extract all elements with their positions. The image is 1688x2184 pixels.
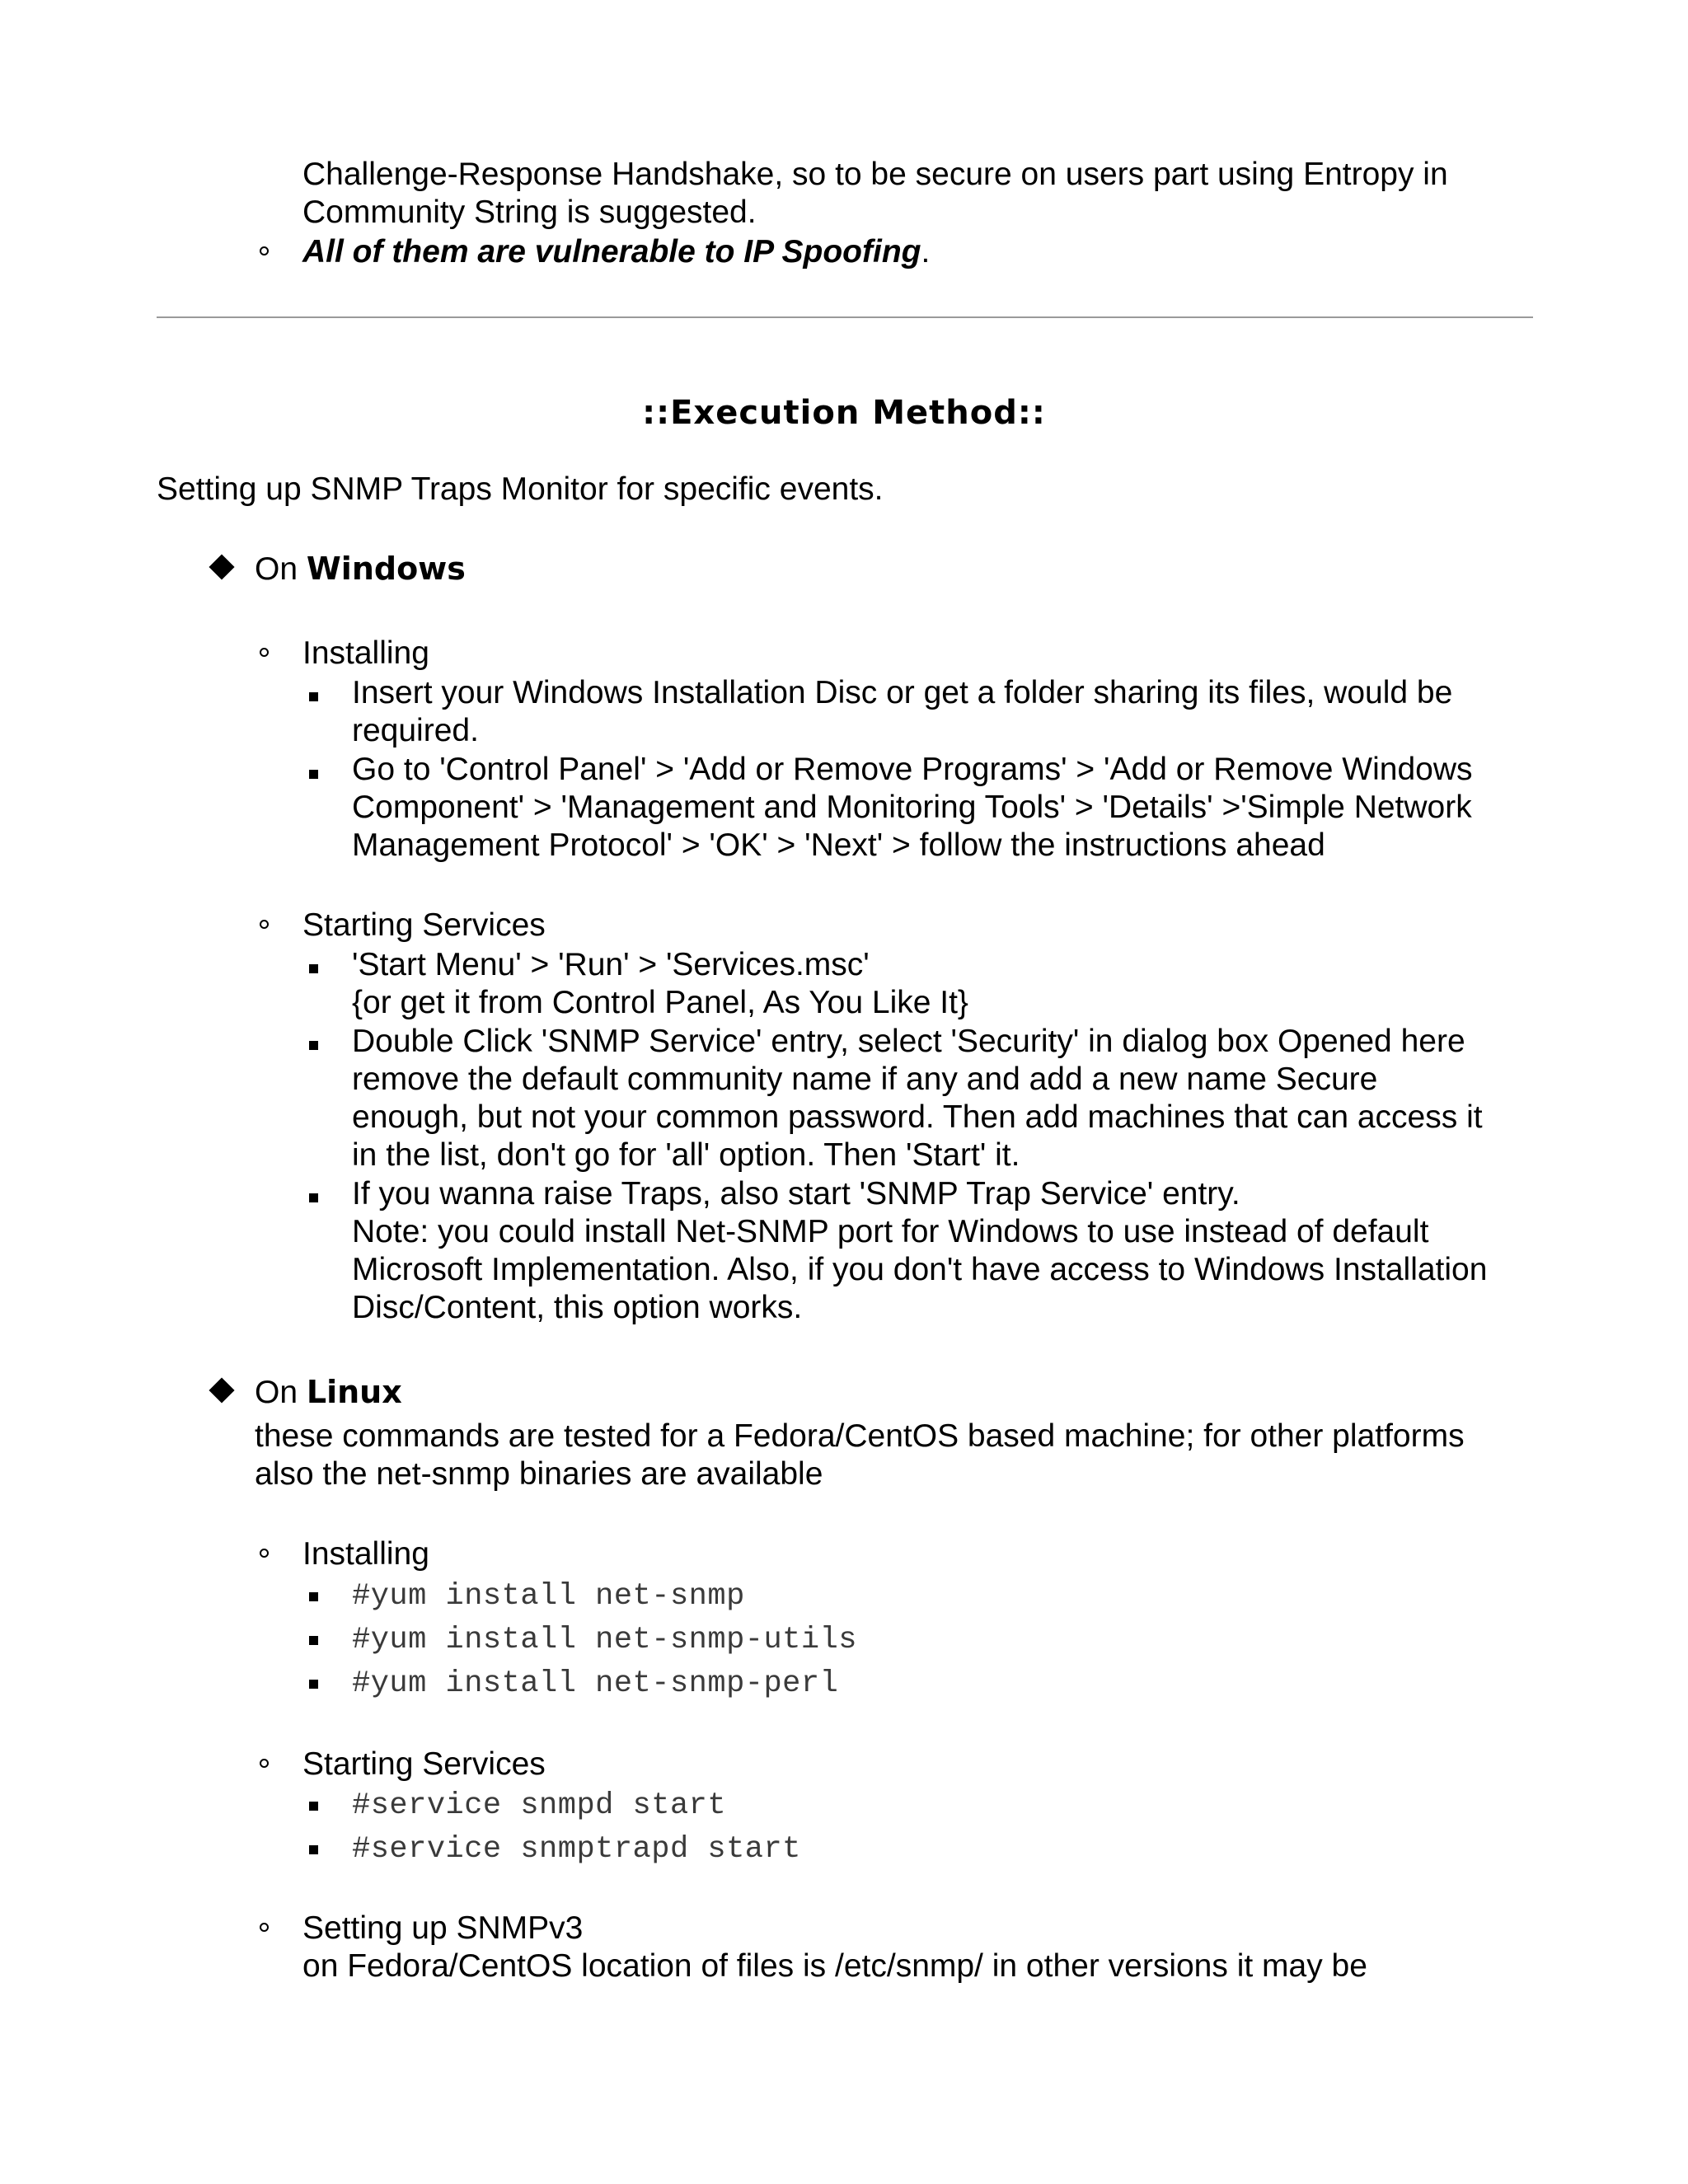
list-item-line: required. <box>352 713 479 748</box>
windows-heading-prefix: On <box>255 551 307 587</box>
diamond-bullet-icon <box>209 554 234 579</box>
list-item-line: Insert your Windows Installation Disc or get a folder sharing its files, would be <box>352 675 1453 710</box>
lead-paragraph: Setting up SNMP Traps Monitor for specific events. <box>157 471 884 507</box>
spoofing-note <box>302 233 930 271</box>
windows-heading-name: Windows <box>306 551 466 587</box>
linux-starting-label: Starting Services <box>302 1746 546 1782</box>
square-bullet-icon <box>309 1680 318 1689</box>
list-item-line: Management Protocol' > 'OK' > 'Next' > follow the instructions ahead <box>352 827 1325 863</box>
hollow-circle-bullet-icon <box>260 1923 269 1932</box>
windows-starting-label: Starting Services <box>302 907 546 943</box>
square-bullet-icon <box>309 1636 318 1645</box>
intro-line: Challenge-Response Handshake, so to be secure on users part using Entropy in <box>302 157 1448 192</box>
hollow-circle-bullet-icon <box>260 1549 269 1558</box>
linux-snmpv3-description: on Fedora/CentOS location of files is /etc/snmp/ in other versions it may be <box>302 1948 1367 1984</box>
square-bullet-icon <box>309 692 318 701</box>
command-line: #service snmpd start <box>352 1788 727 1823</box>
list-item-line: Component' > 'Management and Monitoring Tools' > 'Details' >'Simple Network <box>352 790 1472 825</box>
spoofing-emphasis: All of them are vulnerable to IP Spoofing <box>302 234 921 269</box>
windows-heading <box>255 550 466 588</box>
hollow-circle-bullet-icon <box>260 246 269 255</box>
square-bullet-icon <box>309 1592 318 1601</box>
square-bullet-icon <box>309 1802 318 1811</box>
linux-heading-prefix: On <box>255 1375 307 1410</box>
square-bullet-icon <box>309 770 318 779</box>
linux-description-line: also the net-snmp binaries are available <box>255 1456 823 1492</box>
hollow-circle-bullet-icon <box>260 920 269 929</box>
list-item-line: in the list, don't go for 'all' option. Then 'Start' it. <box>352 1137 1020 1173</box>
command-line: #yum install net-snmp <box>352 1579 745 1614</box>
square-bullet-icon <box>309 1193 318 1202</box>
square-bullet-icon <box>309 1845 318 1854</box>
list-item-line: enough, but not your common password. Then add machines that can access it <box>352 1099 1483 1135</box>
linux-installing-label: Installing <box>302 1536 429 1572</box>
list-item-line: 'Start Menu' > 'Run' > 'Services.msc' <box>352 947 870 982</box>
hollow-circle-bullet-icon <box>260 1759 269 1768</box>
hollow-circle-bullet-icon <box>260 648 269 657</box>
horizontal-divider <box>157 316 1533 318</box>
list-item-line: Double Click 'SNMP Service' entry, select 'Security' in dialog box Opened here <box>352 1024 1465 1059</box>
square-bullet-icon <box>309 1041 318 1050</box>
windows-installing-label: Installing <box>302 635 429 671</box>
command-line: #yum install net-snmp-utils <box>352 1623 857 1657</box>
spoofing-period: . <box>921 234 931 269</box>
list-item-line: Note: you could install Net-SNMP port for Windows to use instead of default <box>352 1214 1429 1249</box>
command-line: #service snmptrapd start <box>352 1832 801 1867</box>
intro-line: Community String is suggested. <box>302 194 757 230</box>
linux-description-line: these commands are tested for a Fedora/CentOS based machine; for other platforms <box>255 1418 1465 1454</box>
list-item-line: remove the default community name if any and add a new name Secure <box>352 1062 1378 1097</box>
command-line: #yum install net-snmp-perl <box>352 1666 839 1701</box>
list-item-line: Disc/Content, this option works. <box>352 1290 803 1325</box>
list-item-line: Microsoft Implementation. Also, if you don't have access to Windows Installation <box>352 1252 1488 1287</box>
diamond-bullet-icon <box>209 1377 234 1403</box>
linux-heading <box>255 1373 402 1412</box>
list-item-line: {or get it from Control Panel, As You Like It} <box>352 985 968 1020</box>
linux-snmpv3-label: Setting up SNMPv3 <box>302 1910 584 1946</box>
list-item-line: If you wanna raise Traps, also start 'SNMP Trap Service' entry. <box>352 1176 1240 1212</box>
section-title: ::Execution Method:: <box>642 394 1046 432</box>
list-item-line: Go to 'Control Panel' > 'Add or Remove Programs' > 'Add or Remove Windows <box>352 752 1473 787</box>
linux-heading-name: Linux <box>306 1374 402 1410</box>
square-bullet-icon <box>309 964 318 973</box>
